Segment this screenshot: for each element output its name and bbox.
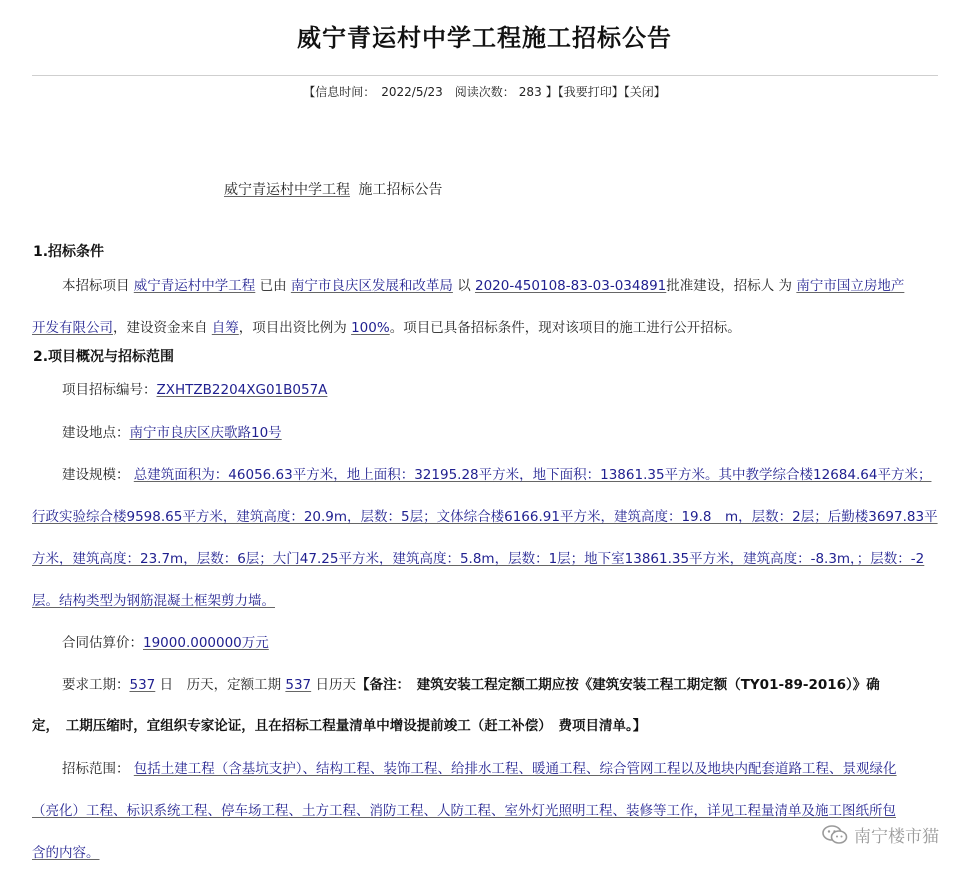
scale-line-2 [32,505,940,525]
wechat-icon [822,825,848,845]
scale-text: 方米，建筑高度：23.7m，层数：6层；大门47.25平方米，建筑高度：5.8m，层数：1层；地下室13861.35平方米，建筑高度：-8.3m，；层数：-2 [32,551,925,567]
read-count-label: 阅读次数： [454,85,515,99]
site-address: 南宁市良庆区庆歌路10号 [129,425,282,441]
tender-number: ZXHTZB2204XG01B057A [156,382,328,398]
watermark [822,822,939,847]
scale-text: 行政实验综合楼9598.65平方米，建筑高度：20.9m，层数：5层；文体综合楼6166.91平方米，建筑高度：19.8 m，层数：2层；后勤楼3697.83平 [32,509,938,525]
text: 本招标项目 [62,278,130,294]
approval-code: 2020-450108-83-03-034891 [474,278,667,294]
print-link[interactable]: 【我要打印】 [557,85,624,99]
section-heading-overview: 2.项目概况与招标范围 [33,349,175,365]
text: 日 历天，定额工期 [159,677,282,693]
price-line [62,631,940,651]
period-note: 定， 工期压缩时，宜组织专家论证，且在招标工程量清单中增设提前竣工（赶工补偿） 费项目清单。】 [32,718,647,734]
fund-source: 自筹 [211,320,239,336]
funding-ratio: 100% [351,320,390,336]
scope-text: 含的内容。 [32,845,100,861]
scale-line-4 [32,589,940,609]
read-count: 283 [518,85,542,99]
conditions-line-1 [62,274,940,294]
text: 批准建设，招标人 为 [666,278,793,294]
text: ，项目出资比例为 [238,320,347,336]
scope-line-2 [32,799,940,819]
quota-days: 537 [285,677,312,693]
scope-line-3 [32,841,940,861]
site-label: 建设地点： [62,425,130,441]
scope-line-1 [62,757,940,777]
page-title: 威宁青运村中学工程施工招标公告 [297,23,672,52]
scope-label: 招标范围： [62,761,130,777]
notice-title [224,179,442,199]
price-label: 合同估算价： [62,635,143,651]
title-divider [32,75,938,76]
notice-title-suffix: 施工招标公告 [358,182,443,198]
scale-text: 总建筑面积为：46056.63平方米，地上面积：32195.28平方米，地下面积：13861.35平方米。其中教学综合楼12684.64平方米； [133,467,932,483]
conditions-line-2 [32,316,940,336]
tender-number-label: 项目招标编号： [62,382,157,398]
period-note: 【备注： 建筑安装工程定额工期应按《建筑安装工程工期定额（TY01-89-2016）》确 [355,677,880,693]
scale-label: 建设规模： [62,467,130,483]
scale-line-3 [32,547,940,567]
project-name: 威宁青运村中学工程 [133,278,256,294]
scope-text: （亮化）工程、标识系统工程、停车场工程、土方工程、消防工程、人防工程、室外灯光照明工程、装修等工作，详见工程量清单及施工图纸所包 [32,803,896,819]
info-bar-close-bracket: 】 [545,85,558,99]
scope-text: 包括土建工程（含基坑支护）、结构工程、装饰工程、给排水工程、暖通工程、综合管网工程以及地块内配套道路工程、景观绿化 [133,761,897,777]
contract-price: 19000.000000万元 [143,635,269,651]
close-link[interactable]: 【关闭】 [623,85,666,99]
approval-agency: 南宁市良庆区发展和改革局 [290,278,453,294]
period-label: 要求工期： [62,677,130,693]
text: 日历天 [315,677,356,693]
text: 以 [457,278,471,294]
required-days: 537 [129,677,156,693]
period-line-1 [62,673,940,693]
tenderer-name: 南宁市国立房地产 [796,278,905,294]
watermark-text: 南宁楼市猫 [854,827,939,847]
text: 。项目已具备招标条件，现对该项目的施工进行公开招标。 [389,320,741,336]
section-heading-conditions: 1.招标条件 [33,244,105,260]
text: 已由 [259,278,287,294]
text: ，建设资金来自 [113,320,208,336]
notice-title-project: 威宁青运村中学工程 [224,182,350,198]
scale-line-1 [62,463,940,483]
info-time-label: 【信息时间： [303,85,376,99]
tender-number-line [62,378,940,398]
period-line-2 [32,714,940,734]
site-line [62,421,940,441]
tenderer-name-cont: 开发有限公司 [32,320,113,336]
info-date: 2022/5/23 [381,85,443,99]
scale-text: 层。结构类型为钢筋混凝土框架剪力墙。 [32,593,275,609]
info-bar [0,83,969,100]
